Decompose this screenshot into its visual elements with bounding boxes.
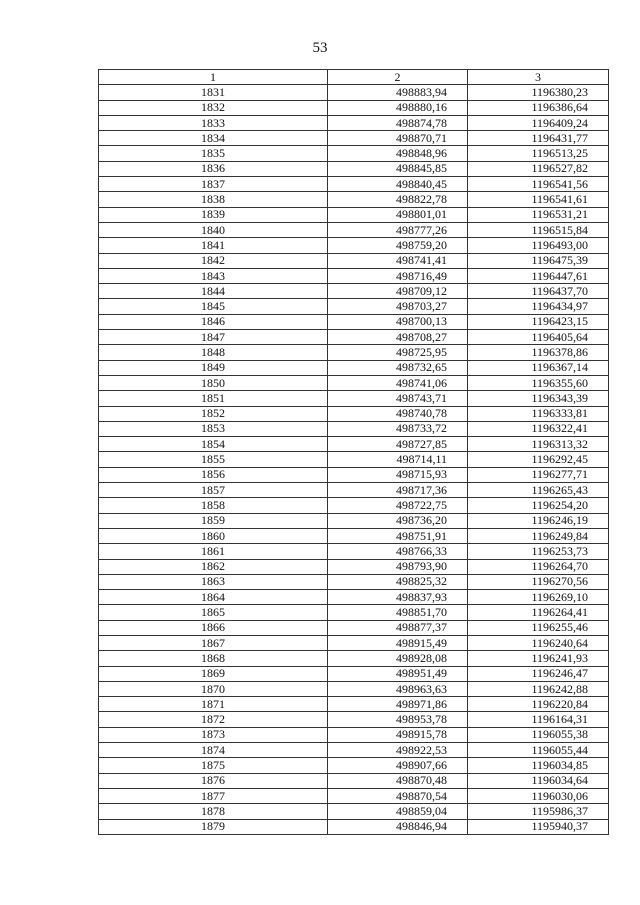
x-coordinate-cell: 498951,49 [328,666,468,681]
y-coordinate-cell: 1196475,39 [468,253,609,268]
x-coordinate-cell: 498883,94 [328,85,468,100]
point-number-cell: 1879 [99,819,328,834]
point-number-cell: 1873 [99,727,328,742]
table-row [99,314,609,329]
point-number-cell: 1862 [99,559,328,574]
table-row [99,437,609,452]
y-coordinate-cell: 1196255,46 [468,620,609,635]
table-row [99,544,609,559]
point-number-cell: 1867 [99,635,328,650]
table-row [99,727,609,742]
table-row [99,712,609,727]
y-coordinate-cell: 1196240,64 [468,635,609,650]
y-coordinate-cell: 1196343,39 [468,391,609,406]
point-number-cell: 1846 [99,314,328,329]
point-number-cell: 1845 [99,299,328,314]
point-number-cell: 1860 [99,528,328,543]
y-coordinate-cell: 1196541,61 [468,192,609,207]
table-row [99,681,609,696]
point-number-cell: 1838 [99,192,328,207]
x-coordinate-cell: 498822,78 [328,192,468,207]
table-row [99,345,609,360]
point-number-cell: 1833 [99,115,328,130]
table-row [99,360,609,375]
table-row [99,238,609,253]
x-coordinate-cell: 498870,54 [328,788,468,803]
y-coordinate-cell: 1196270,56 [468,574,609,589]
point-number-cell: 1835 [99,146,328,161]
x-coordinate-cell: 498793,90 [328,559,468,574]
x-coordinate-cell: 498907,66 [328,758,468,773]
x-coordinate-cell: 498736,20 [328,513,468,528]
point-number-cell: 1849 [99,360,328,375]
table-row [99,635,609,650]
point-number-cell: 1855 [99,452,328,467]
column-header-2: 2 [328,70,468,85]
y-coordinate-cell: 1196034,85 [468,758,609,773]
y-coordinate-cell: 1196423,15 [468,314,609,329]
table-row [99,452,609,467]
point-number-cell: 1831 [99,85,328,100]
y-coordinate-cell: 1196431,77 [468,131,609,146]
point-number-cell: 1864 [99,590,328,605]
point-number-cell: 1844 [99,284,328,299]
y-coordinate-cell: 1196277,71 [468,467,609,482]
table-row [99,406,609,421]
y-coordinate-cell: 1196437,70 [468,284,609,299]
y-coordinate-cell: 1196367,14 [468,360,609,375]
y-coordinate-cell: 1196447,61 [468,268,609,283]
x-coordinate-cell: 498722,75 [328,498,468,513]
table-row [99,85,609,100]
table-row [99,192,609,207]
y-coordinate-cell: 1196527,82 [468,161,609,176]
table-row [99,773,609,788]
point-number-cell: 1859 [99,513,328,528]
table-row [99,375,609,390]
y-coordinate-cell: 1196333,81 [468,406,609,421]
table-row [99,421,609,436]
point-number-cell: 1863 [99,574,328,589]
y-coordinate-cell: 1196242,88 [468,681,609,696]
table-row [99,590,609,605]
table-row [99,483,609,498]
y-coordinate-cell: 1196405,64 [468,330,609,345]
table-row [99,115,609,130]
y-coordinate-cell: 1196513,25 [468,146,609,161]
table-row [99,253,609,268]
point-number-cell: 1850 [99,375,328,390]
y-coordinate-cell: 1196055,44 [468,743,609,758]
x-coordinate-cell: 498851,70 [328,605,468,620]
table-row [99,819,609,834]
x-coordinate-cell: 498848,96 [328,146,468,161]
x-coordinate-cell: 498840,45 [328,177,468,192]
table-row [99,222,609,237]
point-number-cell: 1852 [99,406,328,421]
x-coordinate-cell: 498963,63 [328,681,468,696]
x-coordinate-cell: 498837,93 [328,590,468,605]
table-row [99,758,609,773]
x-coordinate-cell: 498953,78 [328,712,468,727]
x-coordinate-cell: 498880,16 [328,100,468,115]
table-body [99,85,609,835]
point-number-cell: 1841 [99,238,328,253]
point-number-cell: 1865 [99,605,328,620]
x-coordinate-cell: 498845,85 [328,161,468,176]
point-number-cell: 1874 [99,743,328,758]
table-row [99,330,609,345]
x-coordinate-cell: 498915,78 [328,727,468,742]
table-header [99,70,609,85]
table-row [99,498,609,513]
table-row [99,788,609,803]
header-row [99,70,609,85]
table-row [99,131,609,146]
x-coordinate-cell: 498717,36 [328,483,468,498]
x-coordinate-cell: 498870,48 [328,773,468,788]
y-coordinate-cell: 1195940,37 [468,819,609,834]
x-coordinate-cell: 498825,32 [328,574,468,589]
x-coordinate-cell: 498766,33 [328,544,468,559]
x-coordinate-cell: 498846,94 [328,819,468,834]
point-number-cell: 1832 [99,100,328,115]
page-number: 53 [312,40,328,56]
table-row [99,467,609,482]
x-coordinate-cell: 498741,06 [328,375,468,390]
table-row [99,391,609,406]
point-number-cell: 1842 [99,253,328,268]
table-row [99,513,609,528]
y-coordinate-cell: 1196355,60 [468,375,609,390]
column-header-1: 1 [99,70,328,85]
y-coordinate-cell: 1196246,47 [468,666,609,681]
x-coordinate-cell: 498727,85 [328,437,468,452]
x-coordinate-cell: 498759,20 [328,238,468,253]
x-coordinate-cell: 498715,93 [328,467,468,482]
x-coordinate-cell: 498725,95 [328,345,468,360]
table-row [99,146,609,161]
point-number-cell: 1840 [99,222,328,237]
y-coordinate-cell: 1196030,06 [468,788,609,803]
x-coordinate-cell: 498716,49 [328,268,468,283]
point-number-cell: 1837 [99,177,328,192]
y-coordinate-cell: 1196313,32 [468,437,609,452]
table-row [99,620,609,635]
y-coordinate-cell: 1196164,31 [468,712,609,727]
point-number-cell: 1847 [99,330,328,345]
point-number-cell: 1861 [99,544,328,559]
y-coordinate-cell: 1195986,37 [468,804,609,819]
x-coordinate-cell: 498733,72 [328,421,468,436]
y-coordinate-cell: 1196386,64 [468,100,609,115]
table-row [99,559,609,574]
point-number-cell: 1851 [99,391,328,406]
x-coordinate-cell: 498870,71 [328,131,468,146]
y-coordinate-cell: 1196541,56 [468,177,609,192]
x-coordinate-cell: 498928,08 [328,651,468,666]
x-coordinate-cell: 498777,26 [328,222,468,237]
y-coordinate-cell: 1196322,41 [468,421,609,436]
x-coordinate-cell: 498971,86 [328,697,468,712]
point-number-cell: 1870 [99,681,328,696]
coordinates-table [98,69,609,835]
x-coordinate-cell: 498874,78 [328,115,468,130]
x-coordinate-cell: 498740,78 [328,406,468,421]
table-row [99,574,609,589]
y-coordinate-cell: 1196292,45 [468,452,609,467]
point-number-cell: 1834 [99,131,328,146]
table-row [99,268,609,283]
table-row [99,207,609,222]
point-number-cell: 1839 [99,207,328,222]
y-coordinate-cell: 1196220,84 [468,697,609,712]
x-coordinate-cell: 498708,27 [328,330,468,345]
x-coordinate-cell: 498700,13 [328,314,468,329]
point-number-cell: 1836 [99,161,328,176]
y-coordinate-cell: 1196264,70 [468,559,609,574]
x-coordinate-cell: 498922,53 [328,743,468,758]
y-coordinate-cell: 1196531,21 [468,207,609,222]
y-coordinate-cell: 1196241,93 [468,651,609,666]
y-coordinate-cell: 1196380,23 [468,85,609,100]
point-number-cell: 1869 [99,666,328,681]
y-coordinate-cell: 1196265,43 [468,483,609,498]
point-number-cell: 1868 [99,651,328,666]
y-coordinate-cell: 1196378,86 [468,345,609,360]
y-coordinate-cell: 1196034,64 [468,773,609,788]
point-number-cell: 1843 [99,268,328,283]
y-coordinate-cell: 1196269,10 [468,590,609,605]
x-coordinate-cell: 498859,04 [328,804,468,819]
x-coordinate-cell: 498751,91 [328,528,468,543]
y-coordinate-cell: 1196249,84 [468,528,609,543]
point-number-cell: 1866 [99,620,328,635]
x-coordinate-cell: 498877,37 [328,620,468,635]
table-row [99,528,609,543]
point-number-cell: 1853 [99,421,328,436]
y-coordinate-cell: 1196409,24 [468,115,609,130]
x-coordinate-cell: 498714,11 [328,452,468,467]
table-row [99,100,609,115]
table-row [99,161,609,176]
point-number-cell: 1856 [99,467,328,482]
point-number-cell: 1858 [99,498,328,513]
y-coordinate-cell: 1196253,73 [468,544,609,559]
x-coordinate-cell: 498743,71 [328,391,468,406]
point-number-cell: 1876 [99,773,328,788]
y-coordinate-cell: 1196254,20 [468,498,609,513]
point-number-cell: 1857 [99,483,328,498]
point-number-cell: 1878 [99,804,328,819]
x-coordinate-cell: 498709,12 [328,284,468,299]
point-number-cell: 1871 [99,697,328,712]
point-number-cell: 1854 [99,437,328,452]
x-coordinate-cell: 498703,27 [328,299,468,314]
y-coordinate-cell: 1196246,19 [468,513,609,528]
y-coordinate-cell: 1196515,84 [468,222,609,237]
x-coordinate-cell: 498732,65 [328,360,468,375]
point-number-cell: 1848 [99,345,328,360]
column-header-3: 3 [468,70,609,85]
x-coordinate-cell: 498801,01 [328,207,468,222]
y-coordinate-cell: 1196055,38 [468,727,609,742]
table-row [99,743,609,758]
table-row [99,651,609,666]
table-row [99,177,609,192]
y-coordinate-cell: 1196493,00 [468,238,609,253]
y-coordinate-cell: 1196434,97 [468,299,609,314]
point-number-cell: 1877 [99,788,328,803]
point-number-cell: 1872 [99,712,328,727]
table-row [99,284,609,299]
y-coordinate-cell: 1196264,41 [468,605,609,620]
table-row [99,804,609,819]
x-coordinate-cell: 498741,41 [328,253,468,268]
table-row [99,666,609,681]
x-coordinate-cell: 498915,49 [328,635,468,650]
table-row [99,605,609,620]
table-row [99,697,609,712]
table-row [99,299,609,314]
point-number-cell: 1875 [99,758,328,773]
